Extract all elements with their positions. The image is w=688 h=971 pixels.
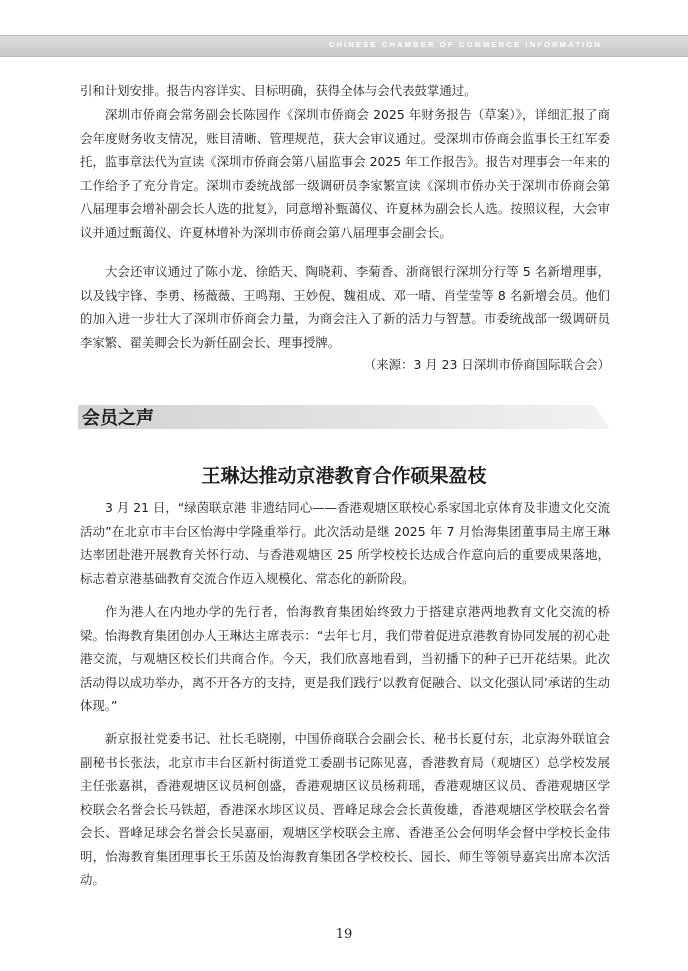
section-banner — [78, 405, 610, 429]
previous-article-paragraph: 大会还审议通过了陈小龙、徐皓天、陶晓莉、李菊香、浙商银行深圳分行等 5 名新增理事，以及钱宇锋、李勇、杨薇薇、王鸣翔、王妙倪、魏祖成、邓一晴、肖莹莹等 8 名新增会员。他们的加入进一步壮大了深圳市侨商会力量，为商会注入了新的活力与智慧。市委统战部一级调研员李家繁、翟美卿会长为新任副会长、理事授牌。 — [80, 264, 610, 350]
article-paragraph: 新京报社党委书记、社长毛晓刚，中国侨商联合会副会长、秘书长夏付东，北京海外联谊会副秘书长张法，北京市丰台区新村街道党工委副书记陈见喜，香港教育局（观塘区）总学校发展主任张嘉祺，香港观塘区议员柯创盛，香港观塘区议员杨莉瑶，香港观塘区议员、香港观塘区学校联会名誉会长马铁超，香港深水埗区议员、晋峰足球会会长黄俊雄，香港观塘区学校联会名誉会长、晋峰足球会名誉会长吴嘉丽，观塘区学校联会主席、香港圣公会何明华会督中学校长金伟明，怡海教育集团理事长王乐茵及怡海教育集团各学校校长、园长、师生等领导嘉宾出席本次活动。 — [80, 731, 610, 887]
page-number: 19 — [335, 927, 353, 942]
article-paragraph: 3 月 21 日，“绿茵联京港 非遗结同心——香港观塘区联校心系家国北京体育及非遗文化交流活动”在北京市丰台区怡海中学隆重举行。此次活动是继 2025 年 7 月怡海集团董事局主席王琳达率团赴港开展教育关怀行动、与香港观塘区 25 所学校校长达成合作意向后的重要成果落地，标志着京港基础教育交流合作迈入规模化、常态化的新阶段。 — [80, 500, 610, 586]
section-title: 会员之声 — [82, 408, 154, 429]
header-band — [0, 35, 688, 57]
publication-header: CHINESE CHAMBER OF COMMERCE INFORMATION — [328, 40, 602, 49]
article-title: 王琳达推动京港教育合作硕果盈枝 — [201, 465, 487, 487]
previous-article-paragraph: 引和计划安排。报告内容详实、目标明确，获得全体与会代表鼓掌通过。 — [80, 83, 477, 98]
article-source: （来源：3 月 23 日深圳市侨商国际联合会） — [363, 357, 610, 372]
previous-article-paragraph: 深圳市侨商会常务副会长陈园作《深圳市侨商会 2025 年财务报告（草案）》，详细汇报了商会年度财务收支情况，账目清晰、管理规范，获大会审议通过。受深圳市侨商会监事长王红军委托，监事章法代为宣读《深圳市侨商会第八届监事会 2025 年工作报告》。报告对理事会一年来的工作给予了充分肯定。深圳市委统战部一级调研员李家繁宣读《深圳市侨办关于深圳市侨商会第八届理事会增补副会长人选的批复》，同意增补甄蔼仪、许夏林为副会长人选。按照议程，大会审议并通过甄蔼仪、许夏林增补为深圳市侨商会第八届理事会副会长。 — [80, 107, 610, 240]
article-paragraph: 作为港人在内地办学的先行者，怡海教育集团始终致力于搭建京港两地教育文化交流的桥梁。怡海教育集团创办人王琳达主席表示：“去年七月，我们带着促进京港教育协同发展的初心赴港交流，与观塘区校长们共商合作。今天，我们欣喜地看到，当初播下的种子已开花结果。此次活动得以成功举办，离不开各方的支持，更是我们践行‘以教育促融合、以文化强认同’承诺的生动体现。” — [80, 604, 610, 713]
